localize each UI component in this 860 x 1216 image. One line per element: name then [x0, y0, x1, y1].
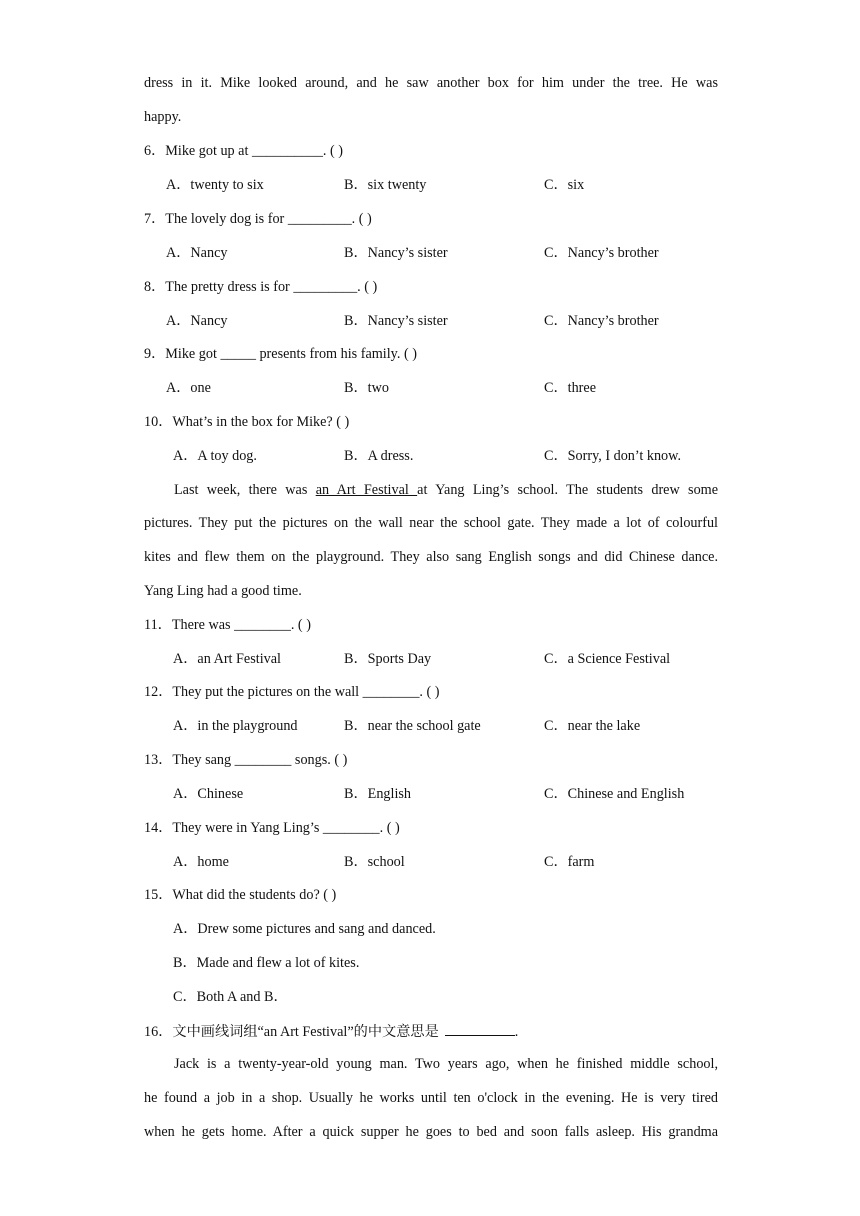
- question-9-option-c: C．three: [544, 380, 597, 396]
- passage-2-line-1: Last week, there was an Art Festival at Yang Ling’s school. The students drew some: [174, 482, 719, 498]
- question-8-option-a: A．Nancy: [166, 313, 228, 329]
- question-11-option-c: C．a Science Festival: [544, 651, 671, 667]
- question-15-stem: 15．What did the students do? ( ): [144, 887, 337, 903]
- question-11-stem: 11．There was ________. ( ): [144, 617, 311, 633]
- question-15-option-c: C．Both A and B．: [173, 989, 288, 1005]
- question-9-option-b: B．two: [344, 380, 389, 396]
- question-6-option-c: C．six: [544, 177, 585, 193]
- question-12-stem: 12．They put the pictures on the wall ________. ( ): [144, 684, 440, 700]
- question-8-option-c: C．Nancy’s brother: [544, 313, 659, 329]
- question-10-option-c: C．Sorry, I don’t know.: [544, 448, 682, 464]
- question-10-option-a: A．A toy dog.: [173, 448, 257, 464]
- question-8-stem: 8．The pretty dress is for _________. ( ): [144, 279, 378, 295]
- question-7-stem: 7．The lovely dog is for _________. ( ): [144, 211, 372, 227]
- question-13-option-b: B．English: [344, 786, 412, 802]
- question-14-option-b: B．school: [344, 854, 405, 870]
- passage-3-line-3: when he gets home. After a quick supper he goes to bed and soon falls asleep. His grandma: [144, 1124, 718, 1140]
- question-11-option-a: A．an Art Festival: [173, 651, 281, 667]
- question-12-option-c: C．near the lake: [544, 718, 641, 734]
- underlined-phrase: an Art Festival: [315, 482, 418, 498]
- question-7-option-b: B．Nancy’s sister: [344, 245, 448, 261]
- passage-2-line-4: Yang Ling had a good time.: [144, 583, 302, 599]
- question-9-option-a: A．one: [166, 380, 211, 396]
- passage-3-line-1: Jack is a twenty-year-old young man. Two years ago, when he finished middle school,: [174, 1056, 718, 1072]
- question-7-option-a: A．Nancy: [166, 245, 228, 261]
- question-15-option-a: A．Drew some pictures and sang and danced.: [173, 921, 436, 937]
- question-16-stem: 16．文中画线词组“an Art Festival”的中文意思是: [144, 1024, 439, 1040]
- question-7-option-c: C．Nancy’s brother: [544, 245, 659, 261]
- question-8-option-b: B．Nancy’s sister: [344, 313, 448, 329]
- answer-blank: [445, 1021, 515, 1036]
- question-14-option-c: C．farm: [544, 854, 595, 870]
- question-14-stem: 14．They were in Yang Ling’s ________. ( ): [144, 820, 400, 836]
- passage-line: dress in it. Mike looked around, and he saw another box for him under the tree. He was: [144, 75, 718, 91]
- question-16: [144, 1021, 518, 1041]
- question-6-option-a: A．twenty to six: [166, 177, 264, 193]
- question-13-option-a: A．Chinese: [173, 786, 244, 802]
- question-10-stem: 10．What’s in the box for Mike? ( ): [144, 414, 350, 430]
- question-12-option-b: B．near the school gate: [344, 718, 481, 734]
- question-9-stem: 9．Mike got _____ presents from his family. ( ): [144, 346, 417, 362]
- passage-2-line-2: pictures. They put the pictures on the wall near the school gate. They made a lot of colourful: [144, 515, 718, 531]
- question-12-option-a: A．in the playground: [173, 718, 298, 734]
- passage-2-line-3: kites and flew them on the playground. They also sang English songs and did Chinese dance.: [144, 549, 718, 565]
- question-6-option-b: B．six twenty: [344, 177, 427, 193]
- question-13-stem: 13．They sang ________ songs. ( ): [144, 752, 348, 768]
- question-16-tail: .: [514, 1024, 519, 1040]
- question-11-option-b: B．Sports Day: [344, 651, 432, 667]
- question-13-option-c: C．Chinese and English: [544, 786, 685, 802]
- question-6-stem: 6．Mike got up at __________. ( ): [144, 143, 343, 159]
- question-15-option-b: B．Made and flew a lot of kites.: [173, 955, 360, 971]
- passage-line: happy.: [144, 109, 182, 125]
- question-14-option-a: A．home: [173, 854, 229, 870]
- question-10-option-b: B．A dress.: [344, 448, 414, 464]
- passage-3-line-2: he found a job in a shop. Usually he works until ten o'clock in the evening. He is very tired: [144, 1090, 718, 1106]
